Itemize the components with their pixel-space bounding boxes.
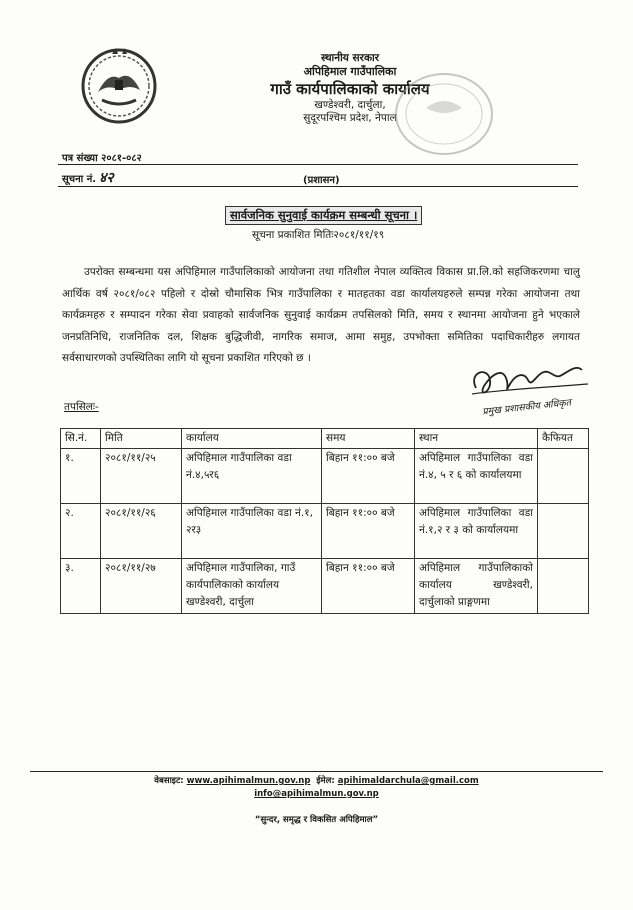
notice-number <box>62 168 114 187</box>
cell-remarks <box>538 449 589 504</box>
cell-venue: अपिहिमाल गाउँपालिकाको कार्यालय खण्डेश्वरी, दार्चुलाको प्राङ्गणमा <box>415 559 538 614</box>
header-divider <box>58 164 578 165</box>
table-header-row <box>61 429 589 449</box>
header-date: मिति <box>101 429 182 449</box>
municipality-name: अपिहिमाल गाउँपालिका <box>303 65 397 79</box>
notice-number-label: सूचना नं. <box>62 174 97 185</box>
header-time: समय <box>322 429 415 449</box>
office-address: खण्डेश्वरी, दार्चुला, <box>314 98 386 111</box>
cell-time: बिहान ११:०० बजे <box>322 559 415 614</box>
schedule-table <box>60 428 589 614</box>
email-link[interactable]: apihimaldarchula@gmail.com <box>337 776 479 786</box>
cell-time: बिहान ११:०० बजे <box>322 449 415 504</box>
cell-remarks <box>538 559 589 614</box>
header-bottom-divider <box>58 186 578 187</box>
cell-serial: १. <box>61 449 101 504</box>
municipality-motto: “सुन्दर, समृद्ध र विकसित अपिहिमाल” <box>254 815 379 825</box>
nepal-emblem-icon <box>78 44 160 126</box>
notice-subject: सार्वजनिक सुनुवाई कार्यक्रम सम्बन्धी सूचना । <box>225 206 422 225</box>
details-label: तपसिलः- <box>64 401 99 413</box>
notice-number-value: ४२ <box>99 170 114 186</box>
department-label: (प्रशासन) <box>303 175 340 186</box>
cell-date: २०८१/११/२६ <box>101 504 182 559</box>
cell-venue: अपिहिमाल गाउँपालिका वडा नं.४, ५ र ६ को कार्यालयमा <box>415 449 538 504</box>
cell-remarks <box>538 504 589 559</box>
cell-office: अपिहिमाल गाउँपालिका वडा नं.४,५र६ <box>182 449 322 504</box>
signatory-title: प्रमुख प्रशासकीय अधिकृत <box>481 397 572 418</box>
cell-office: अपिहिमाल गाउँपालिका, गाउँ कार्यपालिकाको कार्यालय खण्डेश्वरी, दार्चुला <box>182 559 322 614</box>
office-province: सुदूरपश्चिम प्रदेश, नेपाल <box>303 111 397 124</box>
website-label: वेबसाइट: <box>154 776 184 786</box>
cell-office: अपिहिमाल गाउँपालिका वडा नं.१, २र३ <box>182 504 322 559</box>
cell-venue: अपिहिमाल गाउँपालिका वडा नं.१,२ र ३ को कार्यालयमा <box>415 504 538 559</box>
table-row <box>61 504 589 559</box>
website-link[interactable]: www.apihimalmun.gov.np <box>186 776 311 786</box>
header-office: कार्यालय <box>182 429 322 449</box>
cell-date: २०८१/११/२७ <box>101 559 182 614</box>
footer-divider <box>30 771 603 772</box>
published-date: सूचना प्रकाशित मितिः२०८१/११/१९ <box>252 229 385 241</box>
local-government-label: स्थानीय सरकार <box>320 52 380 64</box>
cell-date: २०८१/११/२५ <box>101 449 182 504</box>
info-email-link[interactable]: info@apihimalmun.gov.np <box>254 789 379 799</box>
office-name: गाउँ कार्यपालिकाको कार्यालय <box>270 79 430 98</box>
cell-time: बिहान ११:०० बजे <box>322 504 415 559</box>
email-label: ईमेल: <box>316 776 335 786</box>
notice-body: उपरोक्त सम्बन्धमा यस अपिहिमाल गाउँपालिकाको आयोजना तथा गतिशील नेपाल व्यक्तित्व विकास प्रा.लि.को सहजिकरणमा चालु आर्थिक वर्ष २०८१/०८२ पहिलो र दोस्रो चौमासिक भित्र गाउँपालिका र मातहतका वडा कार्यालयहरुले सम्पन्न गरेका आयोजना तथा कार्यक्रमहरु र सम्पादन गरेका सेवा प्रवाहको सार्वजनिक सुनुवाई कार्यक्रम तपसिलको मिति, समय र स्थानमा आयोजना हुने भएकाले जनप्रतिनिधि, राजनितिक दल, शिक्षक बुद्धिजीवी, नागरिक समाज, आमा समुह, उपभोक्ता समितिका पदाधिकारीहरु लगायत सर्वसाधारणको उपस्थितिका लागि यो सूचना प्रकाशित गरिएको छ । <box>62 266 580 364</box>
letter-reference-number: पत्र संख्या २०८१-०८२ <box>62 153 142 164</box>
footer-contacts <box>0 775 633 786</box>
header-remarks: कैफियत <box>538 429 589 449</box>
table-row <box>61 449 589 504</box>
table-row <box>61 559 589 614</box>
signature-icon <box>458 358 598 428</box>
office-stamp-icon <box>382 68 500 168</box>
header-serial: सि.नं. <box>61 429 101 449</box>
header-venue: स्थान <box>415 429 538 449</box>
cell-serial: २. <box>61 504 101 559</box>
cell-serial: ३. <box>61 559 101 614</box>
